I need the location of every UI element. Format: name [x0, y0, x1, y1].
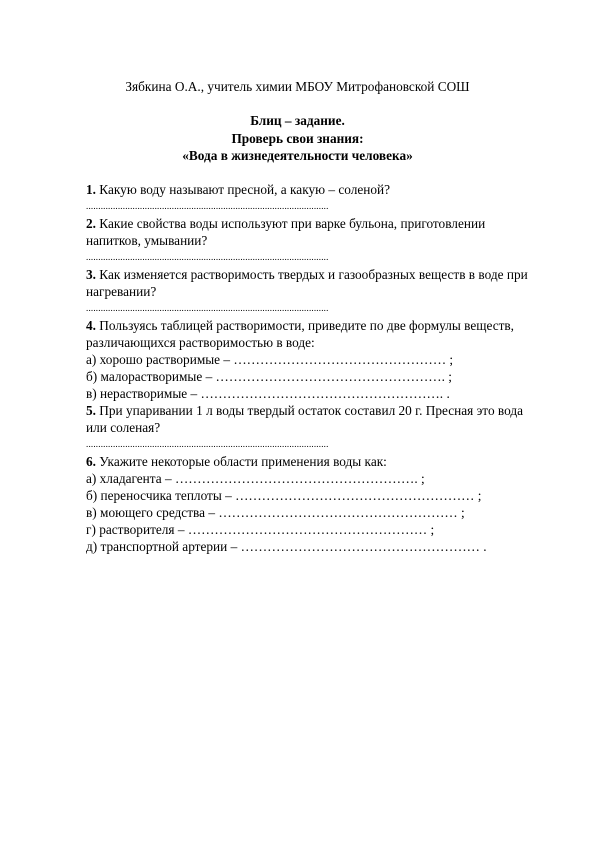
question-number: 2.: [86, 216, 96, 231]
answer-line-1: ...................................................................................................: [86, 201, 329, 211]
list-item: в) моющего средства – ……………………………………………… ;: [86, 505, 465, 520]
question-6: [86, 453, 556, 470]
question-5: [86, 402, 556, 419]
list-item: д) транспортной артерии – ……………………………………………… .: [86, 539, 487, 554]
question-3-cont: нагревании?: [86, 284, 157, 299]
questions: [86, 181, 556, 555]
question-2-cont: напитков, умывании?: [86, 233, 208, 248]
question-5-cont: или соленая?: [86, 420, 161, 435]
title-line-2: Проверь свои знания:: [231, 130, 364, 146]
answer-line-2: ...................................................................................................: [86, 252, 329, 262]
question-number: 1.: [86, 182, 96, 197]
question-number: 3.: [86, 267, 96, 282]
author-line: Зябкина О.А., учитель химии МБОУ Митрофановской СОШ: [125, 79, 470, 94]
question-number: 5.: [86, 403, 96, 418]
title-line-1: Блиц – задание.: [250, 113, 345, 128]
list-item: г) растворителя – ……………………………………………… ;: [86, 522, 435, 537]
question-text: Как изменяется растворимость твердых и газообразных веществ в воде при: [95, 267, 528, 282]
list-item: б) переносчика теплоты – ……………………………………………… ;: [86, 488, 482, 503]
list-item: а) хорошо растворимые – ………………………………………… ;: [86, 352, 454, 367]
list-item: в) нерастворимые – ………………………………………………. .: [86, 386, 450, 401]
question-number: 6.: [86, 454, 96, 469]
question-2: [86, 215, 556, 232]
list-item: а) хладагента – ………………………………………………. ;: [86, 471, 425, 486]
title-block: [0, 112, 595, 165]
question-text: При упаривании 1 л воды твердый остаток составил 20 г. Пресная это вода: [95, 403, 524, 418]
question-4: [86, 317, 556, 334]
question-text: Пользуясь таблицей растворимости, приведите по две формулы веществ,: [95, 318, 515, 333]
answer-line-5: ...................................................................................................: [86, 439, 329, 449]
question-4-cont: различающихся растворимостью в воде:: [86, 335, 315, 350]
question-1: [86, 181, 556, 198]
question-text: Какие свойства воды используют при варке бульона, приготовлении: [95, 216, 486, 231]
list-item: б) малорастворимые – ……………………………………………. ;: [86, 369, 452, 384]
question-text: Какую воду называют пресной, а какую – соленой?: [95, 182, 391, 197]
question-3: [86, 266, 556, 283]
title-line-3: «Вода в жизнедеятельности человека»: [182, 148, 413, 163]
answer-line-3: ...................................................................................................: [86, 303, 329, 313]
question-number: 4.: [86, 318, 96, 333]
question-text: Укажите некоторые области применения воды как:: [95, 454, 387, 469]
